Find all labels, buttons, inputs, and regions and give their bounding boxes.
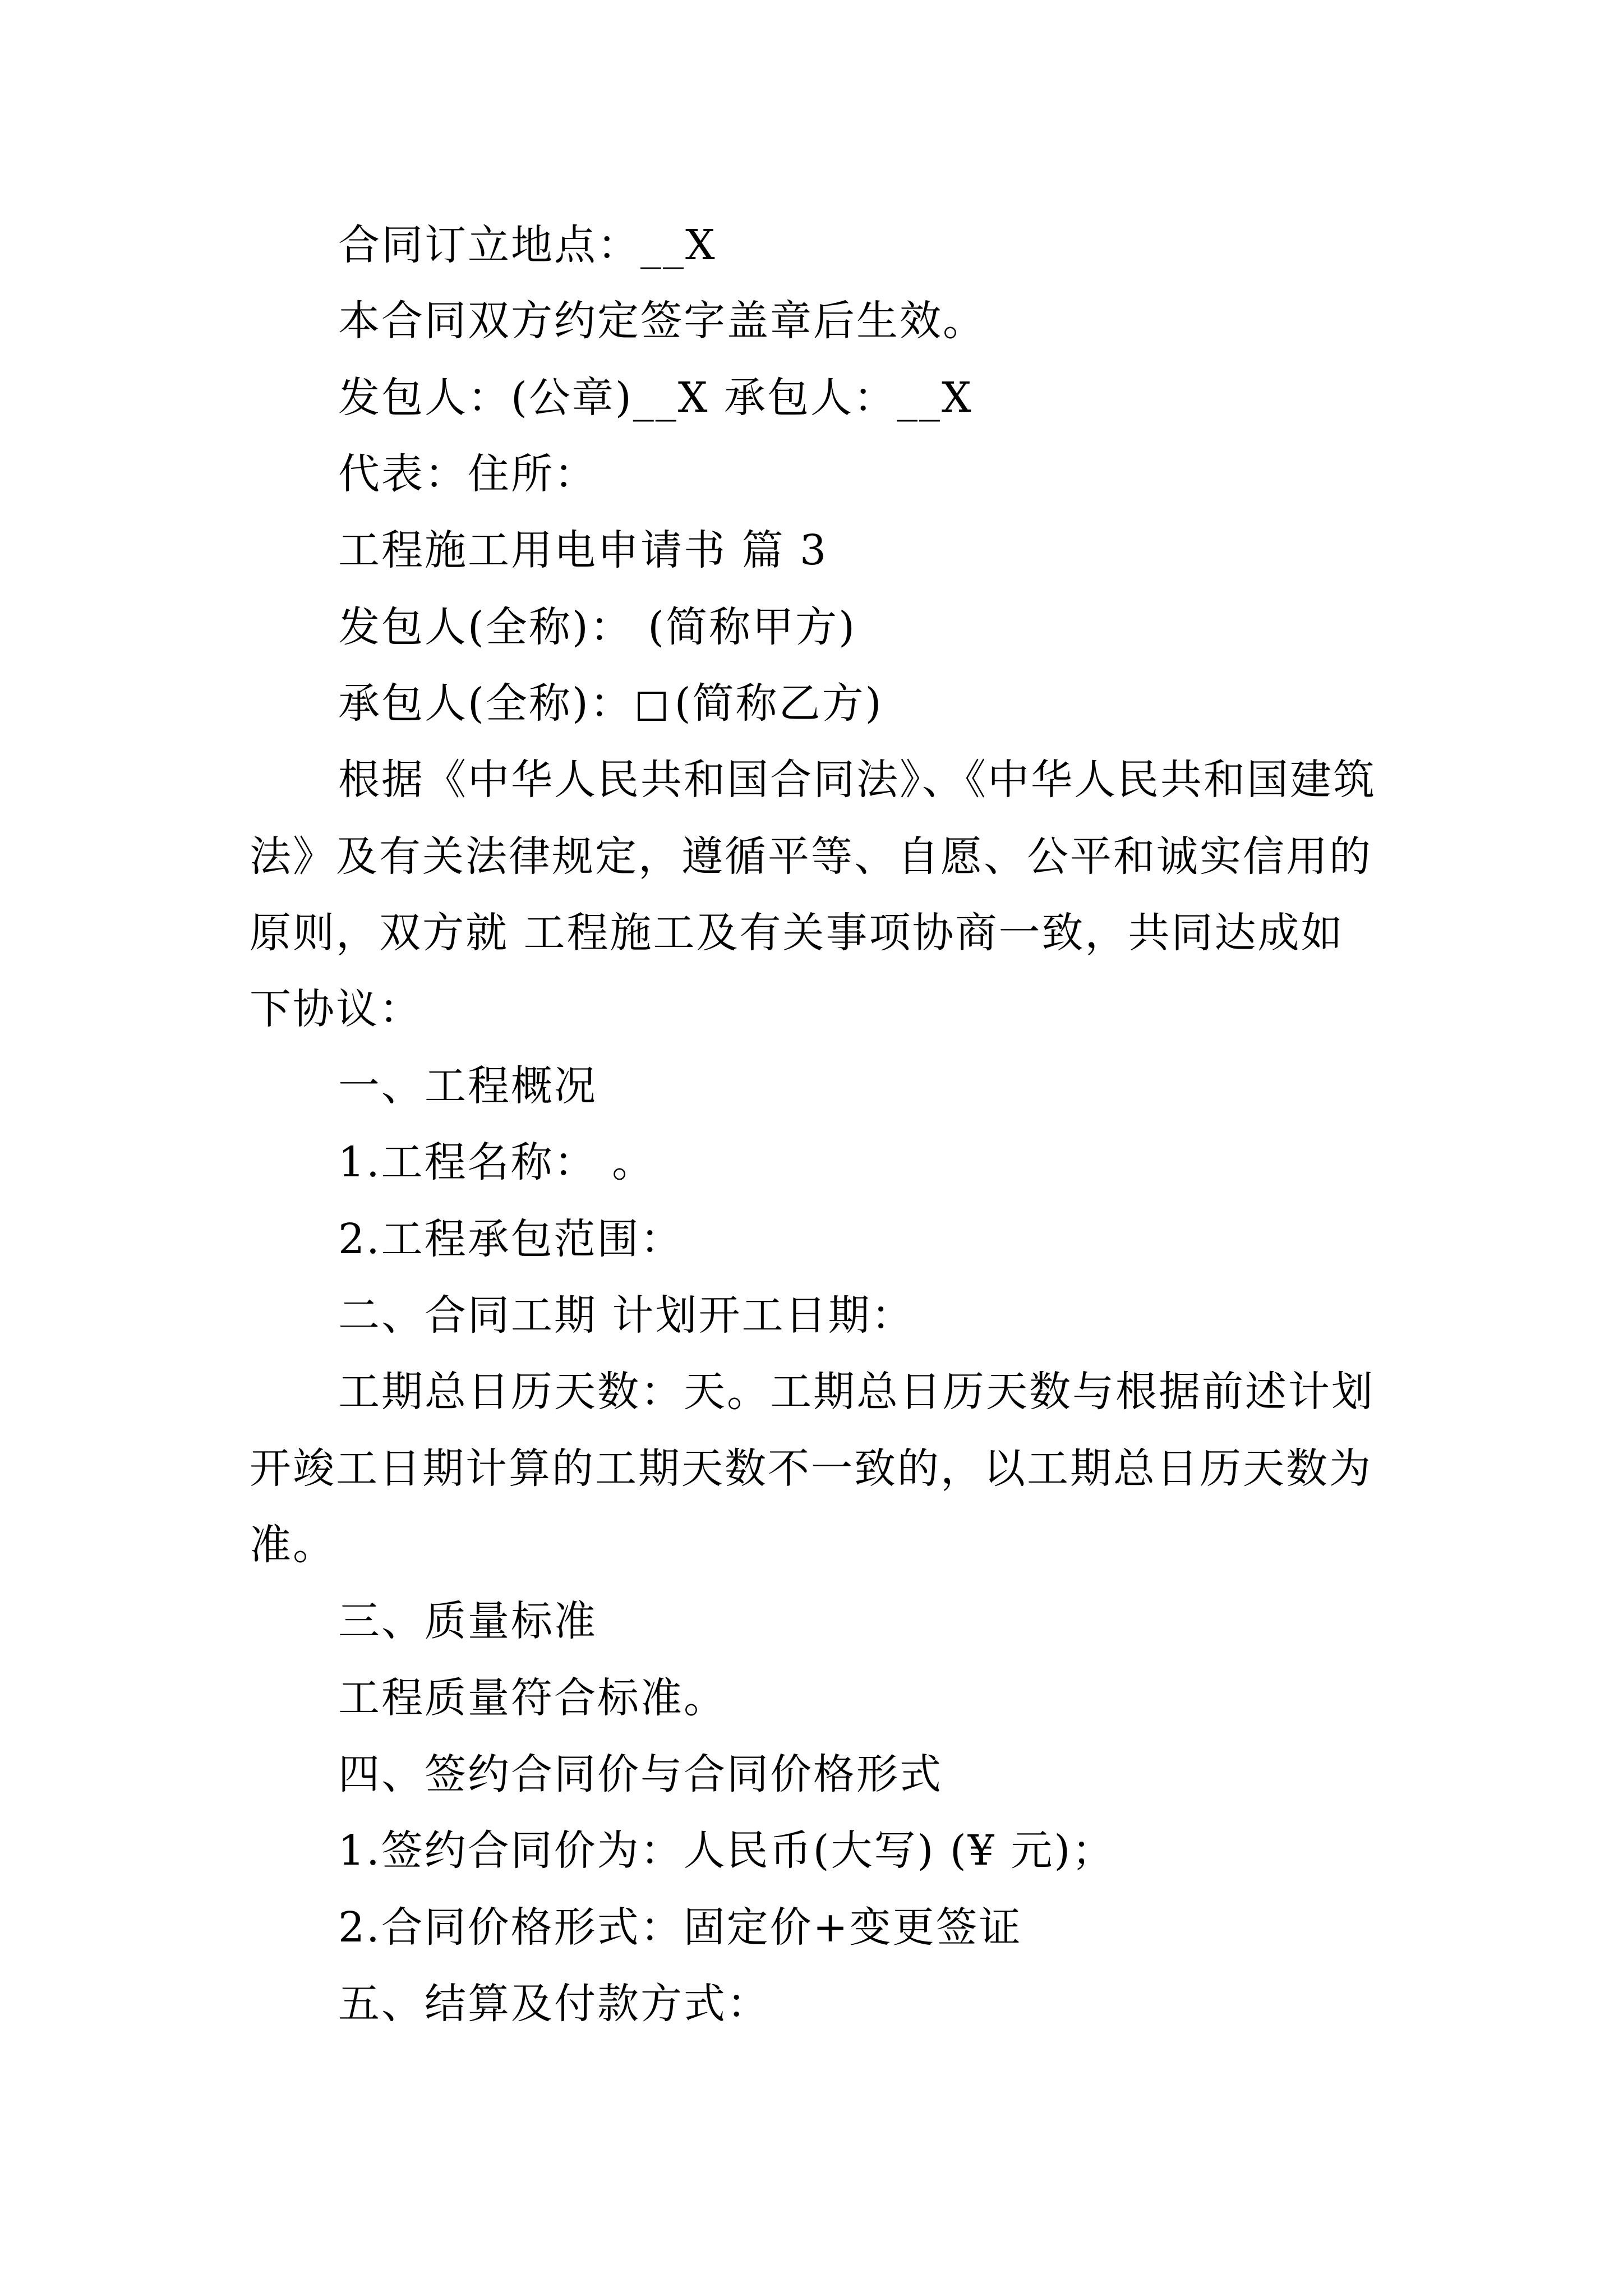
preamble-line-4: 下协议： [250,985,422,1033]
period-line-1: 工期总日历天数：天。工期总日历天数与根据前述计划 [338,1368,1375,1416]
signatories-line: 发包人：(公章)__X 承包人：__X [338,374,973,422]
period-line-3: 准。 [250,1521,336,1569]
heading-contract-period: 二、合同工期 计划开工日期： [338,1291,915,1340]
contractor-abbrev: (简称乙方) [674,679,883,728]
price-form-line: 2.合同价格形式：固定价+变更签证 [338,1903,1022,1952]
heading-quality-standard: 三、质量标准 [338,1597,597,1645]
section-heading-3: 工程施工用电申请书 篇 3 [338,526,828,574]
quality-line: 工程质量符合标准。 [338,1674,727,1722]
preamble-line-3: 原则，双方就 工程施工及有关事项协商一致，共同达成如 [250,909,1344,957]
project-name-line: 1.工程名称： 。 [338,1138,656,1186]
contract-price-line: 1.签约合同价为：人民币(大写) (¥ 元)； [338,1826,1115,1875]
employer-line: 发包人(全称)： (简称甲方) [338,603,857,651]
heading-project-overview: 一、工程概况 [338,1062,597,1110]
project-scope-line: 2.工程承包范围： [338,1215,684,1263]
period-line-2: 开竣工日期计算的工期天数不一致的，以工期总日历天数为 [250,1444,1372,1493]
representative-address-line: 代表：住所： [338,450,597,498]
heading-contract-price: 四、签约合同价与合同价格形式 [338,1750,943,1798]
preamble-line-1: 根据《中华人民共和国合同法》、《中华人民共和国建筑 [338,756,1376,804]
effective-clause-line: 本合同双方约定签字盖章后生效。 [338,297,986,345]
contract-location-line: 合同订立地点：__X [338,221,717,269]
contractor-label: 承包人(全称)： [338,679,633,728]
contractor-line [338,679,883,728]
checkbox-icon [638,692,666,721]
heading-settlement: 五、结算及付款方式： [338,1980,770,2028]
preamble-line-2: 法》及有关法律规定，遵循平等、自愿、公平和诚实信用的 [250,832,1372,881]
